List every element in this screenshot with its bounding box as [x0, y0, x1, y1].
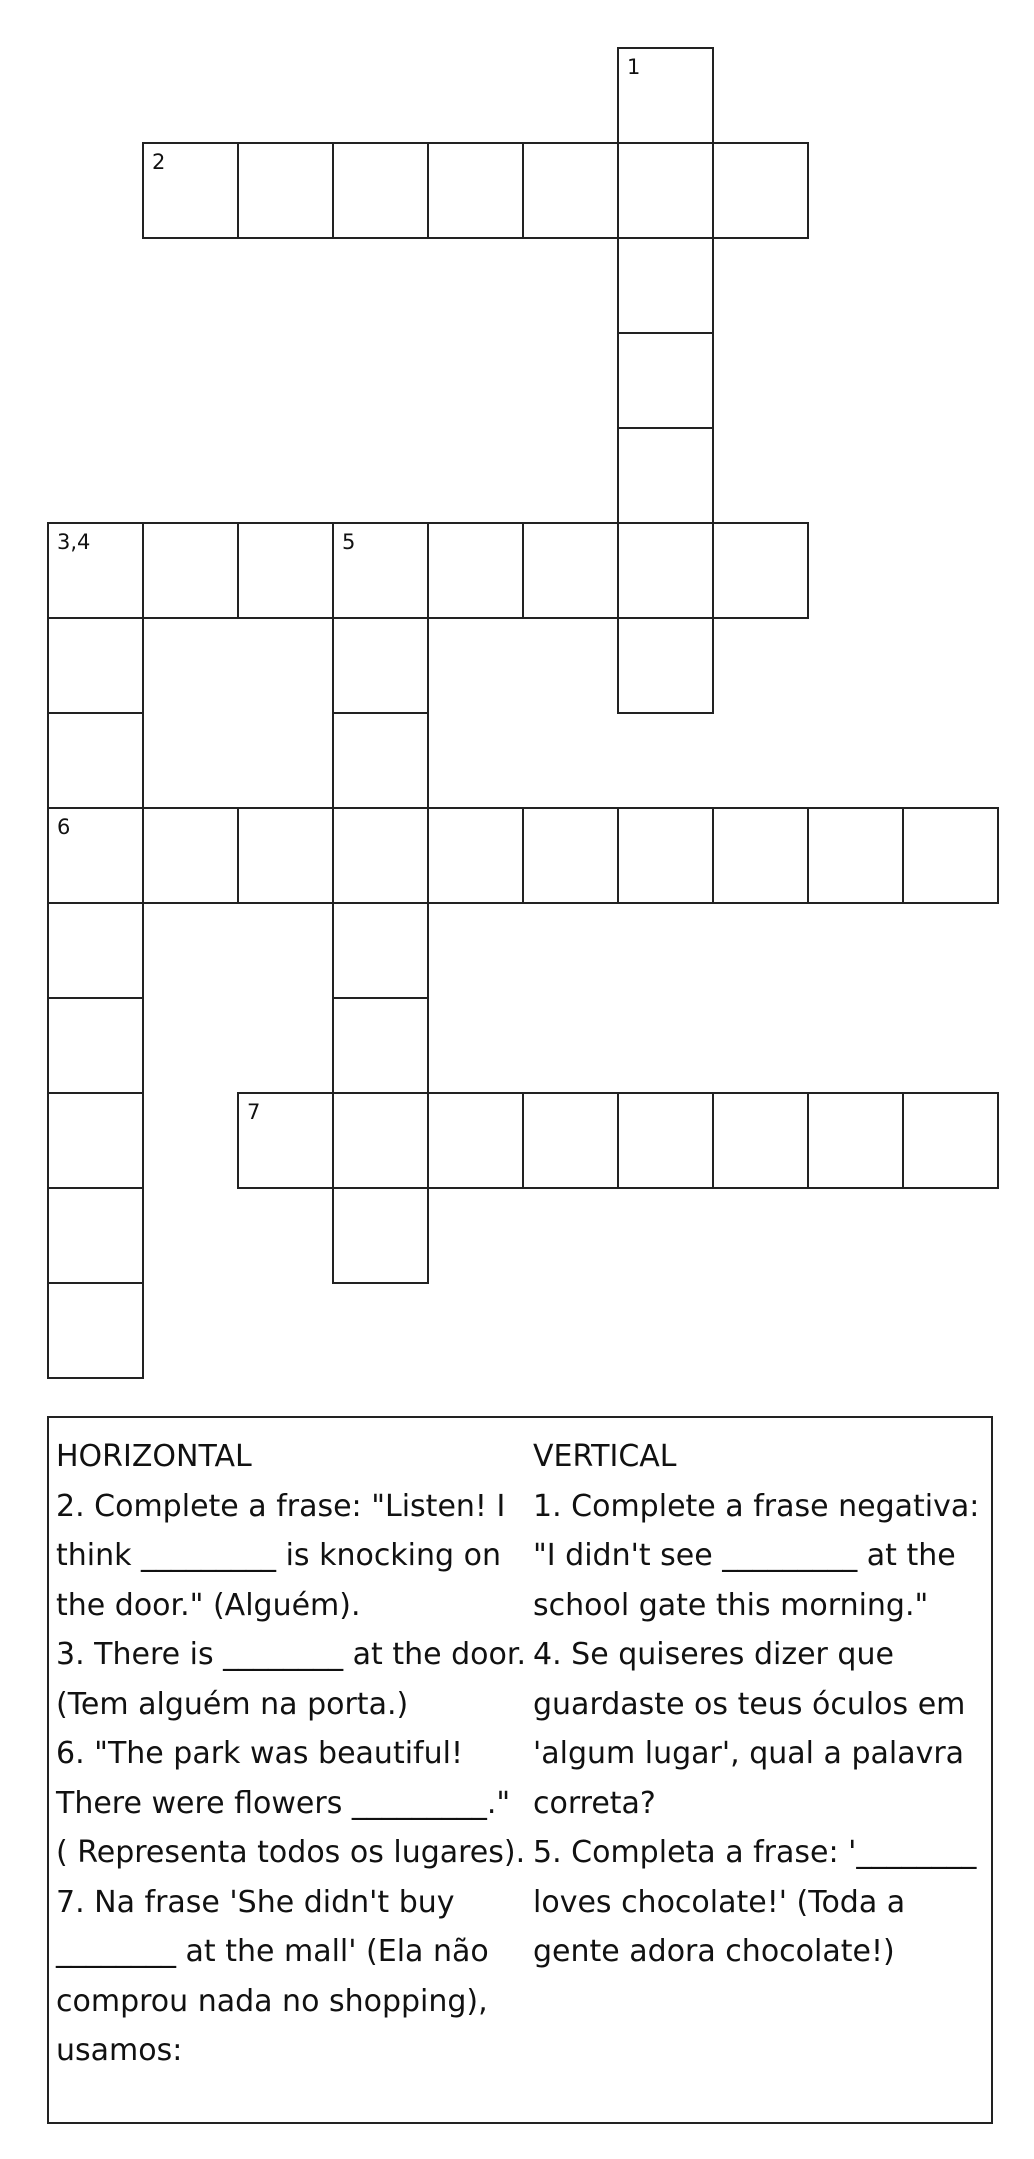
crossword-cell[interactable] [47, 997, 144, 1094]
crossword-cell[interactable] [237, 522, 334, 619]
clue-vertical-5: 5. Completa a frase: '________ loves chocolate!' (Toda a gente adora chocolate!) [533, 1835, 977, 1969]
crossword-cell[interactable] [617, 522, 714, 619]
clue-number: 6 [57, 815, 71, 839]
crossword-cell[interactable] [617, 1092, 714, 1189]
crossword-cell[interactable] [522, 522, 619, 619]
crossword-cell[interactable] [237, 142, 334, 239]
crossword-cell[interactable] [427, 142, 524, 239]
clue-horizontal-2: 2. Complete a frase: "Listen! I think _________ is knocking on the door." (Alguém). [56, 1488, 506, 1623]
crossword-cell[interactable] [332, 1187, 429, 1284]
crossword-cell[interactable] [47, 1092, 144, 1189]
crossword-cell[interactable] [522, 807, 619, 904]
crossword-cell[interactable] [902, 1092, 999, 1189]
crossword-cell[interactable] [332, 142, 429, 239]
crossword-cell[interactable] [617, 617, 714, 714]
crossword-cell[interactable] [617, 47, 714, 144]
crossword-cell[interactable] [522, 142, 619, 239]
crossword-cell[interactable] [617, 427, 714, 524]
crossword-cell[interactable] [332, 712, 429, 809]
crossword-cell[interactable] [427, 1092, 524, 1189]
clue-number: 3,4 [57, 530, 91, 554]
crossword-cell[interactable] [617, 142, 714, 239]
crossword-cell[interactable] [522, 1092, 619, 1189]
crossword-cell[interactable] [237, 1092, 334, 1189]
crossword-cell[interactable] [142, 807, 239, 904]
crossword-cell[interactable] [47, 902, 144, 999]
clue-vertical-4: 4. Se quiseres dizer que guardaste os teus óculos em 'algum lugar', qual a palavra correta? [533, 1637, 966, 1821]
crossword-cell[interactable] [712, 142, 809, 239]
clue-vertical-1: 1. Complete a frase negativa: "I didn't see _________ at the school gate this morning." [533, 1488, 980, 1623]
crossword-cell[interactable] [712, 522, 809, 619]
crossword-cell[interactable] [427, 807, 524, 904]
crossword-cell[interactable] [712, 1092, 809, 1189]
crossword-cell[interactable] [47, 617, 144, 714]
crossword-cell[interactable] [617, 807, 714, 904]
vertical-heading: VERTICAL [533, 1439, 677, 1474]
clue-number: 1 [627, 55, 641, 79]
crossword-cell[interactable] [902, 807, 999, 904]
clues-box [47, 1416, 993, 2124]
crossword-cell[interactable] [807, 1092, 904, 1189]
crossword-cell[interactable] [332, 997, 429, 1094]
clue-horizontal-3: 3. There is ________ at the door.(Tem alguém na porta.) [56, 1637, 526, 1722]
crossword-cell[interactable] [427, 522, 524, 619]
crossword-cell[interactable] [332, 902, 429, 999]
crossword-cell[interactable] [47, 807, 144, 904]
crossword-cell[interactable] [47, 1187, 144, 1284]
clue-horizontal-6: 6. "The park was beautiful! There were flowers _________." ( Representa todos os lugares). [56, 1736, 526, 1870]
crossword-cell[interactable] [617, 332, 714, 429]
crossword-cell[interactable] [332, 617, 429, 714]
crossword-cell[interactable] [142, 522, 239, 619]
vertical-clues [533, 1432, 983, 1977]
crossword-cell[interactable] [332, 1092, 429, 1189]
clue-number: 7 [247, 1100, 261, 1124]
clue-number: 2 [152, 150, 166, 174]
crossword-cell[interactable] [807, 807, 904, 904]
horizontal-heading: HORIZONTAL [56, 1439, 252, 1474]
crossword-cell[interactable] [47, 522, 144, 619]
clue-number: 5 [342, 530, 356, 554]
crossword-cell[interactable] [332, 522, 429, 619]
crossword-cell[interactable] [332, 807, 429, 904]
horizontal-clues [56, 1432, 526, 2076]
crossword-cell[interactable] [47, 1282, 144, 1379]
crossword-cell[interactable] [237, 807, 334, 904]
crossword-cell[interactable] [47, 712, 144, 809]
clue-horizontal-7: 7. Na frase 'She didn't buy ________ at the mall' (Ela não comprou nada no shopping), usamos: [56, 1884, 489, 2068]
crossword-cell[interactable] [712, 807, 809, 904]
crossword-cell[interactable] [617, 237, 714, 334]
crossword-cell[interactable] [142, 142, 239, 239]
